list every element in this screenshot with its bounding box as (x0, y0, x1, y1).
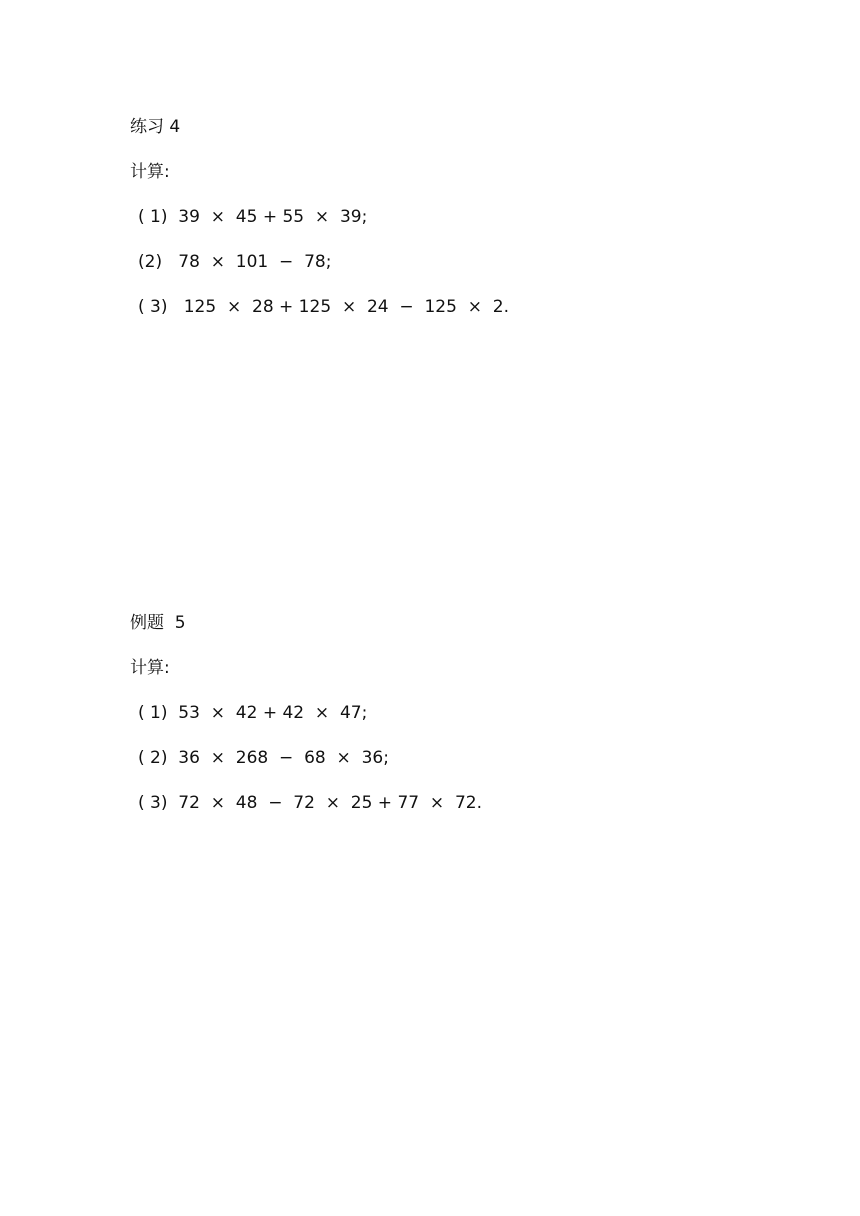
problem-item: ( 1) 53 × 42 + 42 × 47; (138, 703, 368, 723)
problem-item: ( 2) 36 × 268 − 68 × 36; (138, 748, 389, 768)
section-prompt: 计算: (130, 658, 170, 678)
section-title: 练习 4 (130, 117, 181, 137)
problem-item: ( 3) 72 × 48 − 72 × 25 + 77 × 72. (138, 793, 482, 813)
problem-item: (2) 78 × 101 − 78; (138, 252, 332, 272)
section-title: 例题 5 (130, 613, 186, 633)
problem-item: ( 1) 39 × 45 + 55 × 39; (138, 207, 368, 227)
section-prompt: 计算: (130, 162, 170, 182)
example-section (130, 611, 810, 836)
problem-item: ( 3) 125 × 28 + 125 × 24 − 125 × 2. (138, 297, 510, 317)
exercise-section (130, 115, 810, 340)
